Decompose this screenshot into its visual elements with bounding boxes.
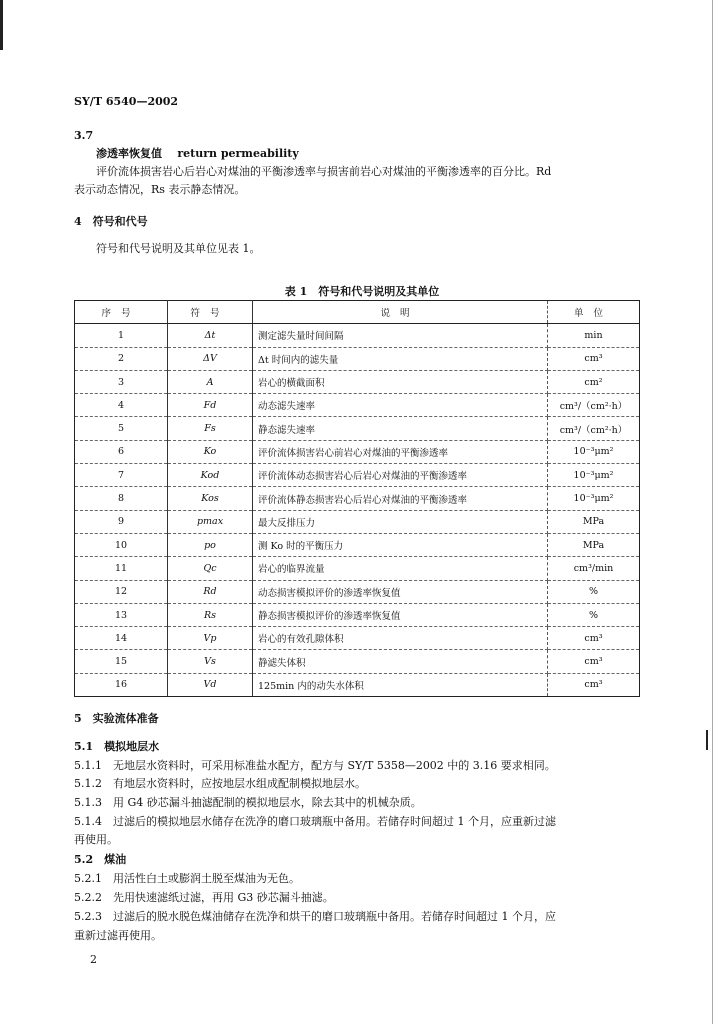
header-cell-index: 序号 xyxy=(75,301,168,324)
cell-unit: % xyxy=(548,603,640,626)
table-row xyxy=(75,464,640,487)
cell-unit: cm² xyxy=(548,370,640,393)
cell-index: 6 xyxy=(75,440,168,463)
cell-unit: 10⁻³μm² xyxy=(548,440,640,463)
cell-description: 静滤失体积 xyxy=(253,650,548,673)
clause-521: 5.2.1 用活性白土或膨润土脱至煤油为无色。 xyxy=(74,872,300,885)
cell-description: 测 Ko 时的平衡压力 xyxy=(253,533,548,556)
cell-index: 12 xyxy=(75,580,168,603)
cell-description: 测定滤失量时间间隔 xyxy=(253,324,548,347)
cell-symbol: Vs xyxy=(168,650,253,673)
table-row xyxy=(75,580,640,603)
cell-symbol: Kod xyxy=(168,464,253,487)
cell-unit: 10⁻³μm² xyxy=(548,464,640,487)
standard-code: SY/T 6540—2002 xyxy=(74,95,179,108)
cell-index: 2 xyxy=(75,347,168,370)
cell-symbol: Vp xyxy=(168,627,253,650)
cell-unit: cm³/（cm²·h） xyxy=(548,394,640,417)
scan-edge-mark xyxy=(706,730,708,750)
cell-symbol: Vd xyxy=(168,673,253,696)
cell-unit: cm³/（cm²·h） xyxy=(548,417,640,440)
cell-index: 16 xyxy=(75,673,168,696)
cell-description: 岩心的横截面积 xyxy=(253,370,548,393)
table-row xyxy=(75,440,640,463)
table-row xyxy=(75,627,640,650)
cell-unit: cm³ xyxy=(548,347,640,370)
table-row xyxy=(75,603,640,626)
cell-description: 125min 内的动失水体积 xyxy=(253,673,548,696)
cell-index: 13 xyxy=(75,603,168,626)
cell-index: 3 xyxy=(75,370,168,393)
section51-heading: 5.1 模拟地层水 xyxy=(74,740,160,753)
clause-522: 5.2.2 先用快速滤纸过滤，再用 G3 砂芯漏斗抽滤。 xyxy=(74,891,334,904)
cell-symbol: Ko xyxy=(168,440,253,463)
cell-index: 14 xyxy=(75,627,168,650)
term-number: 3.7 xyxy=(74,129,94,142)
cell-symbol: Fs xyxy=(168,417,253,440)
table-header-row xyxy=(75,301,640,324)
cell-symbol: Kos xyxy=(168,487,253,510)
table-row xyxy=(75,417,640,440)
cell-description: 最大反排压力 xyxy=(253,510,548,533)
cell-symbol: Rs xyxy=(168,603,253,626)
cell-unit: % xyxy=(548,580,640,603)
clause-514-line2: 再使用。 xyxy=(74,833,118,846)
table-row xyxy=(75,673,640,696)
scan-edge-mark xyxy=(0,0,3,50)
section52-heading: 5.2 煤油 xyxy=(74,853,127,866)
section4-heading: 4 符号和代号 xyxy=(74,215,148,228)
table-row xyxy=(75,370,640,393)
cell-index: 9 xyxy=(75,510,168,533)
cell-index: 5 xyxy=(75,417,168,440)
cell-index: 7 xyxy=(75,464,168,487)
cell-symbol: pmax xyxy=(168,510,253,533)
header-cell-symbol: 符号 xyxy=(168,301,253,324)
table-row xyxy=(75,533,640,556)
cell-symbol: Rd xyxy=(168,580,253,603)
page-number: 2 xyxy=(90,953,97,966)
cell-index: 15 xyxy=(75,650,168,673)
cell-unit: MPa xyxy=(548,510,640,533)
cell-symbol: A xyxy=(168,370,253,393)
clause-523-line2: 重新过滤再使用。 xyxy=(74,929,162,942)
cell-unit: MPa xyxy=(548,533,640,556)
table-row xyxy=(75,324,640,347)
cell-index: 8 xyxy=(75,487,168,510)
cell-symbol: Fd xyxy=(168,394,253,417)
scan-edge-mark xyxy=(712,0,713,1024)
cell-description: 评价流体损害岩心前岩心对煤油的平衡渗透率 xyxy=(253,440,548,463)
term-name-en: return permeability xyxy=(177,147,299,160)
cell-description: 动态滤失速率 xyxy=(253,394,548,417)
cell-unit: cm³/min xyxy=(548,557,640,580)
table-row xyxy=(75,557,640,580)
cell-unit: min xyxy=(548,324,640,347)
term-definition-line1: 评价流体损害岩心后岩心对煤油的平衡渗透率与损害前岩心对煤油的平衡渗透率的百分比。Rd xyxy=(96,165,552,178)
header-cell-unit: 单位 xyxy=(548,301,640,324)
table-row xyxy=(75,510,640,533)
cell-description: 评价流体动态损害岩心后岩心对煤油的平衡渗透率 xyxy=(253,464,548,487)
clause-513: 5.1.3 用 G4 砂芯漏斗抽滤配制的模拟地层水，除去其中的机械杂质。 xyxy=(74,796,422,809)
cell-index: 10 xyxy=(75,533,168,556)
cell-description: 静态滤失速率 xyxy=(253,417,548,440)
clause-523-line1: 5.2.3 过滤后的脱水脱色煤油储存在洗净和烘干的磨口玻璃瓶中备用。若储存时间超过 1 个月，应 xyxy=(74,910,556,923)
cell-description: Δt 时间内的滤失量 xyxy=(253,347,548,370)
table-caption: 表 1 符号和代号说明及其单位 xyxy=(284,285,440,298)
term-name-cn: 渗透率恢复值 xyxy=(96,147,162,160)
cell-description: 评价流体静态损害岩心后岩心对煤油的平衡渗透率 xyxy=(253,487,548,510)
cell-unit: cm³ xyxy=(548,673,640,696)
cell-symbol: po xyxy=(168,533,253,556)
term-definition-line2: 表示动态情况，Rs 表示静态情况。 xyxy=(74,183,246,196)
cell-description: 静态损害模拟评价的渗透率恢复值 xyxy=(253,603,548,626)
cell-symbol: ΔV xyxy=(168,347,253,370)
clause-514-line1: 5.1.4 过滤后的模拟地层水储存在洗净的磨口玻璃瓶中备用。若储存时间超过 1 个月，应重新过滤 xyxy=(74,815,556,828)
cell-index: 4 xyxy=(75,394,168,417)
symbols-table xyxy=(74,300,640,697)
clause-511: 5.1.1 无地层水资料时，可采用标准盐水配方，配方与 SY/T 5358—2002 中的 3.16 要求相同。 xyxy=(74,759,556,772)
table-row xyxy=(75,487,640,510)
cell-unit: cm³ xyxy=(548,650,640,673)
table-row xyxy=(75,347,640,370)
cell-description: 岩心的有效孔隙体积 xyxy=(253,627,548,650)
cell-index: 1 xyxy=(75,324,168,347)
cell-symbol: Qc xyxy=(168,557,253,580)
cell-unit: cm³ xyxy=(548,627,640,650)
cell-symbol: Δt xyxy=(168,324,253,347)
section5-heading: 5 实验流体准备 xyxy=(74,712,159,725)
section4-body: 符号和代号说明及其单位见表 1。 xyxy=(96,242,261,255)
term-heading xyxy=(96,145,299,163)
cell-index: 11 xyxy=(75,557,168,580)
cell-description: 动态损害模拟评价的渗透率恢复值 xyxy=(253,580,548,603)
cell-unit: 10⁻³μm² xyxy=(548,487,640,510)
cell-description: 岩心的临界流量 xyxy=(253,557,548,580)
table-row xyxy=(75,650,640,673)
clause-512: 5.1.2 有地层水资料时，应按地层水组成配制模拟地层水。 xyxy=(74,777,366,790)
table-row xyxy=(75,394,640,417)
header-cell-description: 说明 xyxy=(253,301,548,324)
